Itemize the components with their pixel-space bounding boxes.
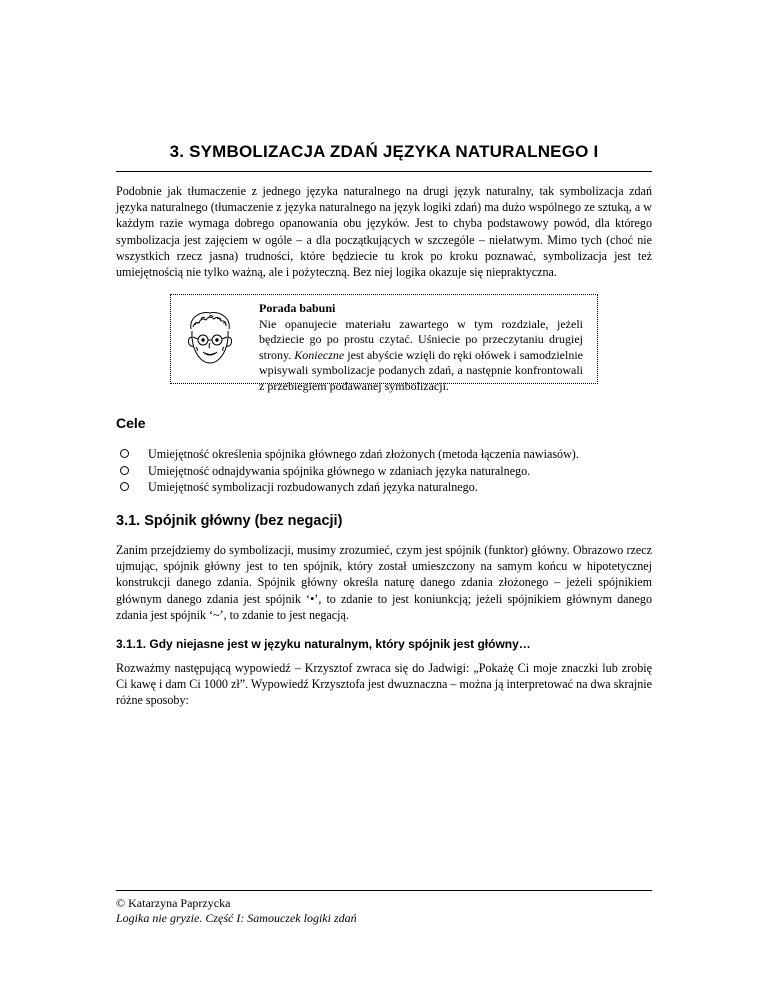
subsection-paragraph: Rozważmy następującą wypowiedź – Krzysztof zwraca się do Jadwigi: „Pokażę Ci moje znaczki lub zrobię Ci kawę i dam Ci 1000 zł”. Wypowiedź Krzysztofa jest dwuznaczna – można ją interpretować na dwa skrajnie różne sposoby: xyxy=(116,661,652,708)
tip-body-end: jest abyście wzięli do ręki ołówek i samodzielnie wpisywali symbolizacje podanych zdań, a następnie konfrontowali z przebiegiem podawanej symbolizacji. xyxy=(259,347,583,393)
goals-heading: Cele xyxy=(116,415,146,431)
subsection-heading: 3.1.1. Gdy niejasne jest w języku naturalnym, który spójnik jest główny… xyxy=(116,637,531,651)
circle-bullet-icon xyxy=(120,449,129,458)
list-item xyxy=(116,446,656,463)
list-item xyxy=(116,479,656,496)
section-paragraph: Zanim przejdziemy do symbolizacji, musimy zrozumieć, czym jest spójnik (funktor) główny. Obrazowo rzecz ujmując, spójnik główny jest to ten spójnik, który został umieszczony na samym końcu w hipotetycznej konstrukcji danego zdania. Spójnik główny określa naturę danego zdania złożonego – jeżeli spójnikiem głównym danego zdania jest spójnik ‘•’, to zdanie to jest koniunkcją; jeżeli spójnikiem głównym danego zdania jest spójnik ‘~’, to zdanie to jest negacją. xyxy=(116,543,652,622)
grandmother-icon xyxy=(179,307,241,371)
list-item xyxy=(116,463,656,480)
chapter-title: 3. SYMBOLIZACJA ZDAŃ JĘZYKA NATURALNEGO I xyxy=(169,142,599,161)
circle-bullet-icon xyxy=(120,466,129,475)
tip-text xyxy=(259,301,583,395)
footer-book-title: Logika nie gryzie. Część I: Samouczek logiki zdań xyxy=(116,911,357,925)
goal-text: Umiejętność symbolizacji rozbudowanych zdań języka naturalnego. xyxy=(148,480,478,494)
title-divider xyxy=(116,171,652,172)
tip-emphasis: Konieczne xyxy=(294,347,345,362)
section-heading: 3.1. Spójnik główny (bez negacji) xyxy=(116,513,343,529)
circle-bullet-icon xyxy=(120,482,129,491)
footer-author: © Katarzyna Paprzycka xyxy=(116,896,231,910)
goal-text: Umiejętność określenia spójnika głównego zdań złożonych (metoda łączenia nawiasów). xyxy=(148,447,579,461)
goal-text: Umiejętność odnajdywania spójnika głównego w zdaniach języka naturalnego. xyxy=(148,463,531,478)
intro-paragraph: Podobnie jak tłumaczenie z jednego języka naturalnego na drugi język naturalny, tak symbolizacja zdań języka naturalnego (tłumaczenie z języka naturalnego na język logiki zdań) ma dużo wspólnego ze sztuką, a w każdym razie wymaga dobrego opanowania obu języków. Jest to chyba podstawowy powód, dla którego symbolizacja jest zajęciem w ogóle – a dla początkujących w szczególe – niełatwym. Mimo tych (choć nie wszystkich rzecz jasna) trudności, które będziecie tu krok po kroku poznawać, symbolizacja jest też umiejętnością nie tylko ważną, ale i pożyteczną. Bez niej logika okazuje się niepraktyczna. xyxy=(116,184,652,280)
tip-body-start: Nie opanujecie materiału zawartego w tym rozdziale, jeżeli będziecie go po prostu czytać. Uśniecie po przeczytaniu drugiej strony. xyxy=(259,316,583,362)
tip-box xyxy=(170,294,598,393)
goals-list xyxy=(116,446,656,496)
footer-divider xyxy=(116,890,652,891)
tip-title: Porada babuni xyxy=(259,301,336,315)
